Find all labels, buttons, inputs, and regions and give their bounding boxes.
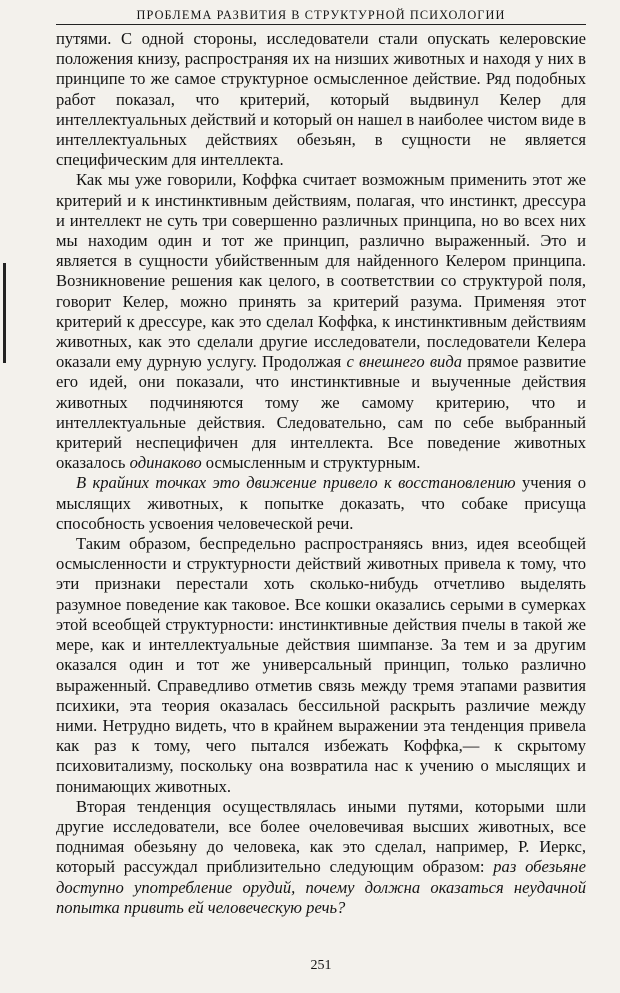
italic-text: с внешнего вида xyxy=(346,352,463,372)
text-run: осмысленным и структурным. xyxy=(201,453,421,473)
book-page xyxy=(0,8,620,993)
italic-text: В крайних точках это движение привело к восстановлению xyxy=(76,473,516,493)
text-run: учения о мыслящих животных, к попытке доказать, что собаке присуща способность усвоения человеческой речи. xyxy=(56,473,586,533)
page-number: 251 xyxy=(310,958,332,973)
page-body xyxy=(56,29,586,918)
paragraph xyxy=(56,170,586,473)
italic-text: одинаково xyxy=(129,453,202,473)
text-run: Таким образом, беспредельно распространяясь вниз, идея всеобщей осмысленности и структурности действий животных привела к тому, что эти признаки перестали хоть сколько-нибудь отчетливо выделять разумное поведение как таковое. Все кошки оказались серыми в сумерках этой всеобщей структурности: инстинктивные действия пчелы в такой же мере, как и интеллектуальные действия шимпанзе. За тем и за другим оказался один и тот же универсальный принцип, только различно выраженный. Справедливо отметив связь между тремя этапами развития психики, эта теория оказалась бессильной раскрыть различие между ними. Нетрудно видеть, что в крайнем выражении эта тенденция привела как раз к тому, чего пытался избежать Коффка,— к скрытому психовитализму, поскольку она возвратила нас к учению о мыслящих и понимающих животных. xyxy=(56,534,586,796)
running-header: ПРОБЛЕМА РАЗВИТИЯ В СТРУКТУРНОЙ ПСИХОЛОГИИ xyxy=(56,8,586,25)
italic-text: раз обезьяне доступно употребление орудий, почему должна оказаться неудачной попытка привить ей человеческую речь? xyxy=(56,857,586,917)
paragraph xyxy=(56,29,586,170)
text-run: прямое развитие его идей, они показали, что инстинктивные и выученные действия животных подчиняются тому же самому критерию, что и интеллектуальные действия. Следовательно, сам по себе выбранный критерий неспецифичен для интеллекта. Все поведение животных оказалось xyxy=(56,352,586,473)
margin-mark xyxy=(3,263,6,363)
paragraph xyxy=(56,534,586,797)
text-run: Вторая тенденция осуществлялась иными путями, которыми шли другие исследователи, все более очеловечивая высших животных, все поднимая обезьяну до человека, как это сделал, например, Р. Иеркс, который рассуждал приблизительно следующим образом: xyxy=(56,796,586,877)
text-run: Как мы уже говорили, Коффка считает возможным применить этот же критерий и к инстинктивным действиям, полагая, что инстинкт, дрессура и интеллект не суть три совершенно различных принципа, но во всех них мы находим один и тот же принцип, различно выраженный. Это и является в сущности убийственным для найденного Келером принципа. Возникновение решения как целого, в соответствии со структурой поля, говорит Келер, можно принять за критерий разума. Применяя этот критерий к дрессуре, как это сделал Коффка, к инстинктивным действиям животных, как это сделали другие исследователи, последователи Келера оказали ему дурную услугу. Продолжая xyxy=(56,170,586,372)
text-run: путями. С одной стороны, исследователи стали опускать келеровские положения книзу, распространяя их на низших животных и находя у них в принципе то же самое структурное осмысленное действие. Ряд подобных работ показал, что критерий, который выдвинул Келер для интеллектуальных действий и который он нашел в наиболее чистом виде в интеллектуальных действиях обезьян, в сущности не является специфическим для интеллекта. xyxy=(56,29,586,170)
paragraph xyxy=(56,797,586,918)
paragraph xyxy=(56,473,586,534)
